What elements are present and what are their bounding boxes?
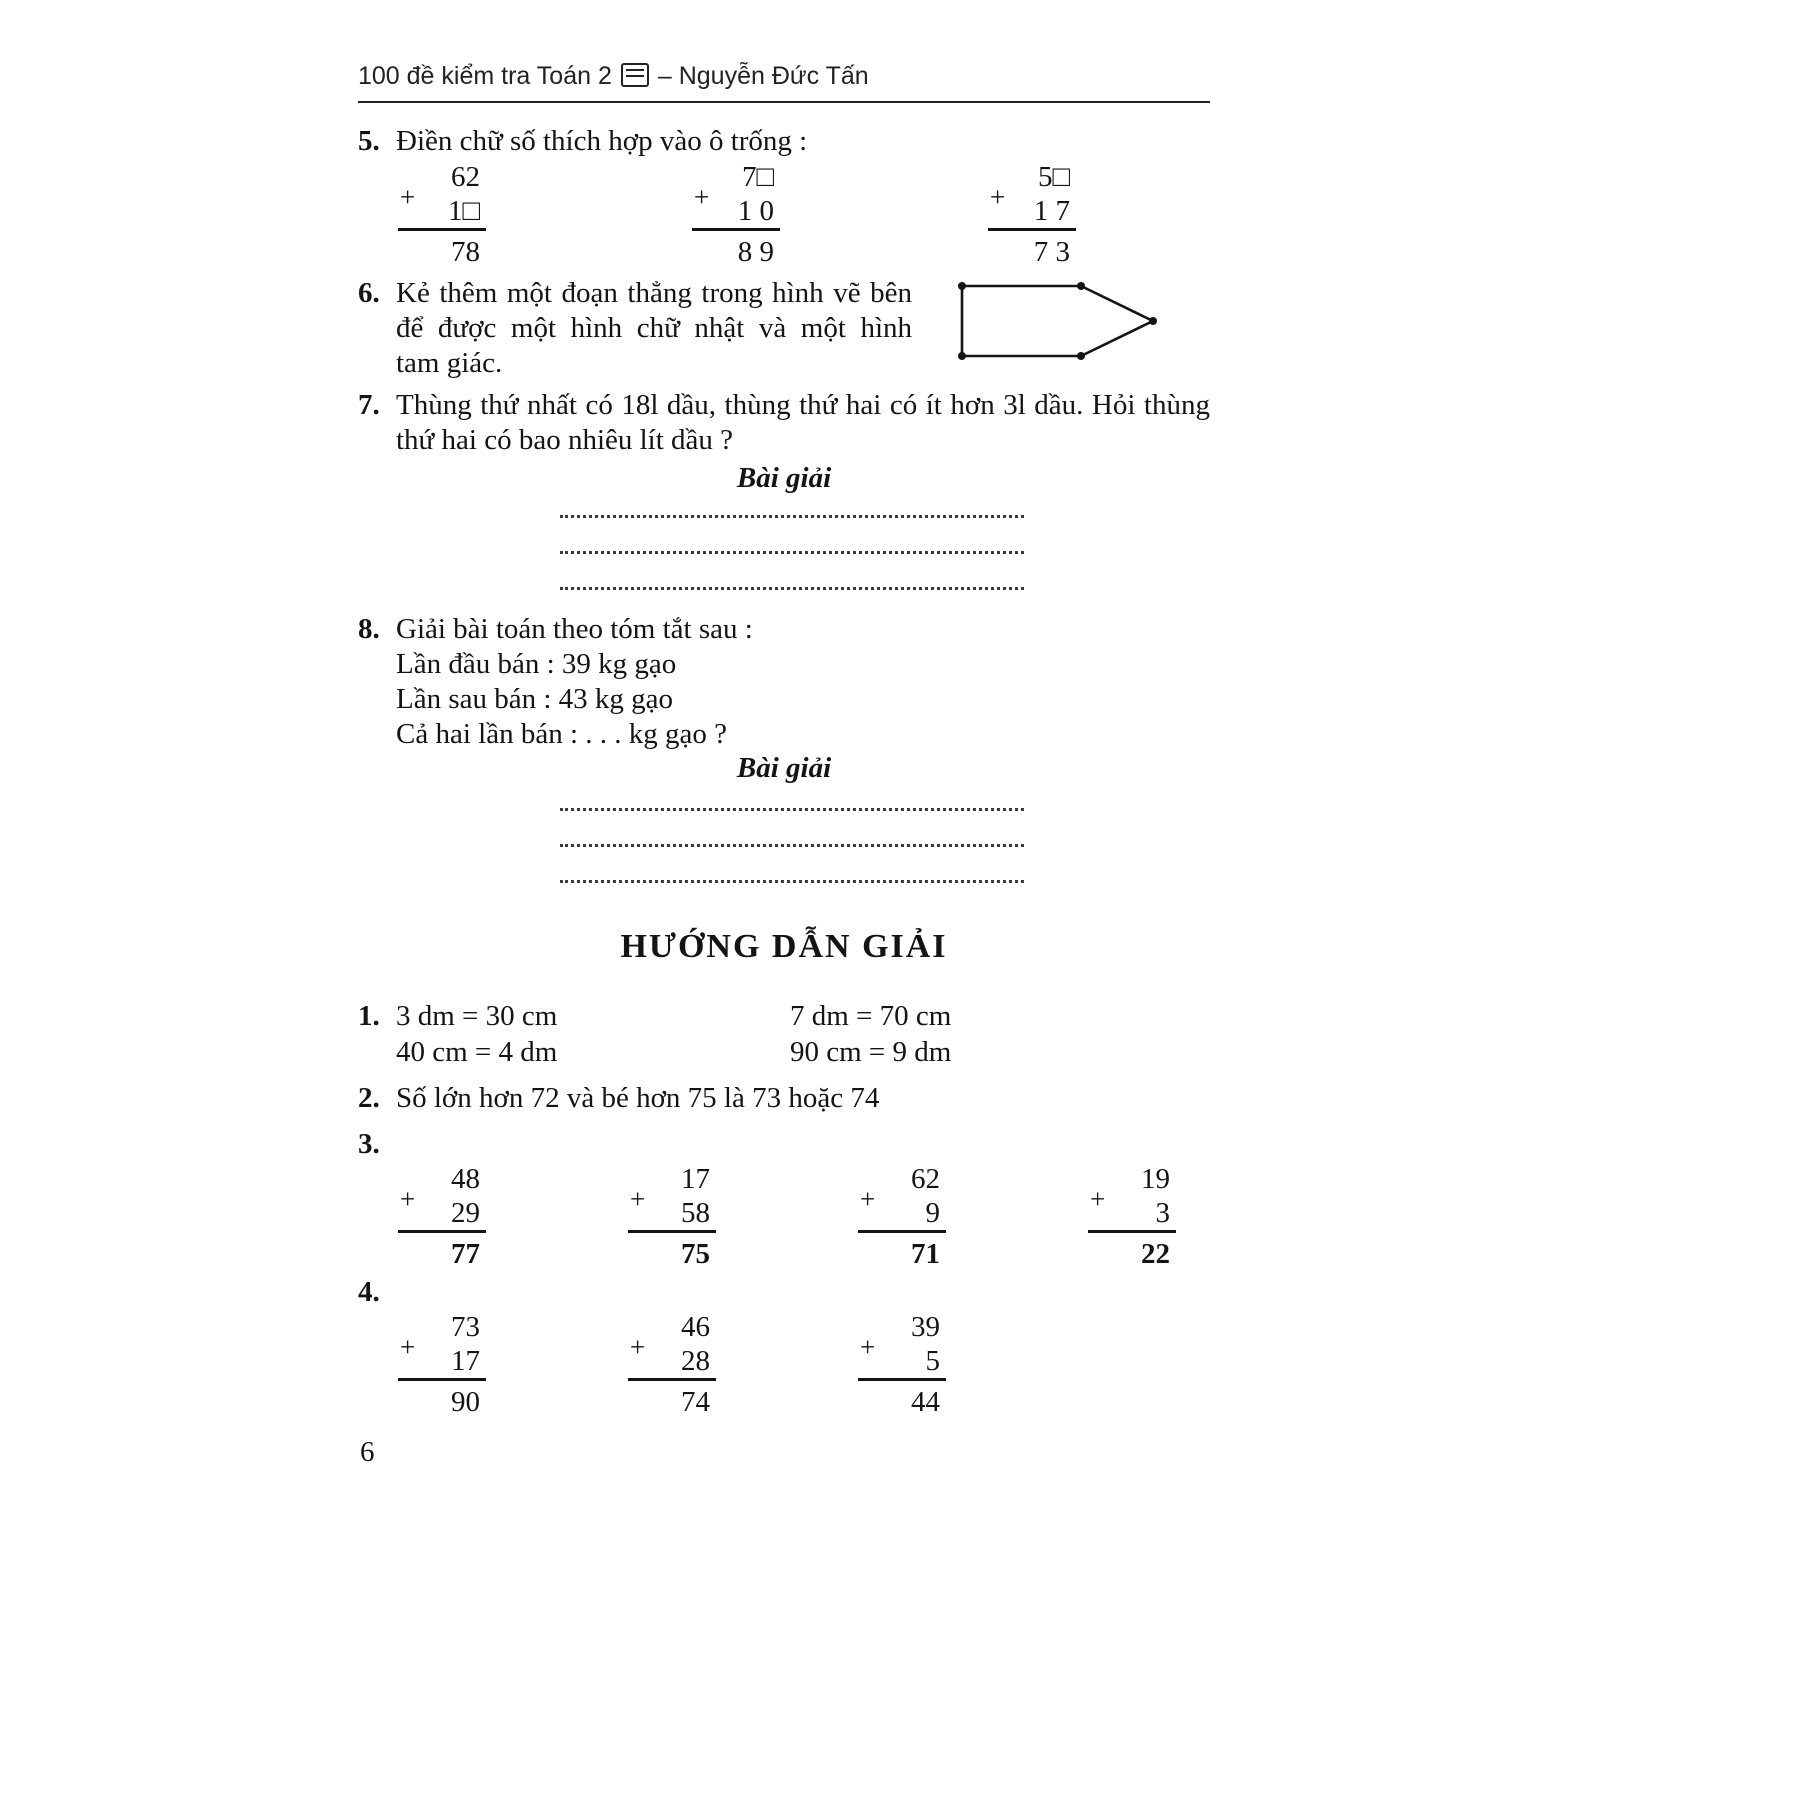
solution-4-additions: [358, 1310, 1210, 1422]
addend-bottom-row: [1088, 1184, 1176, 1233]
addition-problem: [398, 1310, 486, 1419]
header-author: – Nguyễn Đức Tấn: [657, 62, 869, 90]
solution-4-number: 4.: [358, 1276, 380, 1308]
header-rule: [358, 101, 1210, 103]
addend-bottom: 29: [451, 1197, 480, 1229]
addend-bottom-row: [398, 1332, 486, 1381]
conversion-left: 3 dm = 30 cm: [396, 1000, 558, 1032]
answer-dotted-line: [560, 575, 1024, 590]
question-7-line: thứ hai có bao nhiêu lít dầu ?: [396, 424, 734, 456]
answer-dotted-line: [560, 539, 1024, 554]
addend-bottom: 1 0: [737, 195, 774, 227]
addition-problem: [1088, 1162, 1176, 1271]
book-icon: [621, 63, 649, 87]
addend-bottom-row: [628, 1184, 716, 1233]
question-5-additions: [358, 160, 1210, 272]
question-7-line: Thùng thứ nhất có 18l dầu, thùng thứ hai có ít hơn 3l dầu. Hỏi thùng: [396, 389, 1210, 421]
solution-4-row: [358, 1276, 1210, 1312]
question-5: [358, 124, 1210, 159]
addend-top: 7□: [741, 161, 774, 193]
addend-top: 39: [911, 1311, 940, 1343]
addend-bottom: 5: [925, 1345, 940, 1377]
addend-bottom-row: [398, 182, 486, 231]
addend-bottom: 3: [1155, 1197, 1170, 1229]
addend-bottom: 17: [451, 1345, 480, 1377]
plus-sign: +: [400, 1184, 416, 1214]
addend-top: 46: [681, 1311, 710, 1343]
solution-1-row: [358, 1000, 1210, 1036]
addition-problem: [628, 1310, 716, 1419]
pentagon-figure: [958, 282, 1158, 360]
addend-bottom-row: [858, 1184, 946, 1233]
sum-result: 78: [451, 236, 480, 268]
answer-dotted-line: [560, 832, 1024, 847]
sum-result: 74: [681, 1386, 710, 1418]
conversion-right: 90 cm = 9 dm: [790, 1036, 952, 1068]
solution-1-number: 1.: [358, 1000, 380, 1032]
addition-problem: [858, 1162, 946, 1271]
addition-problem: [988, 160, 1076, 269]
addend-bottom-row: [858, 1332, 946, 1381]
solution-1-row: [358, 1036, 1210, 1072]
question-6-line: tam giác.: [396, 347, 503, 379]
addend-top: 62: [911, 1163, 940, 1195]
question-8-summary-line: Cả hai lần bán : . . . kg gạo ?: [396, 718, 727, 750]
conversion-right: 7 dm = 70 cm: [790, 1000, 952, 1032]
plus-sign: +: [860, 1332, 876, 1362]
plus-sign: +: [1090, 1184, 1106, 1214]
answer-dotted-line: [560, 503, 1024, 518]
question-8-summary-line: Lần đầu bán : 39 kg gạo: [396, 648, 677, 680]
addend-bottom: 28: [681, 1345, 710, 1377]
page-header: [358, 62, 1210, 91]
question-8: [358, 612, 1210, 752]
solution-2-text: Số lớn hơn 72 và bé hơn 75 là 73 hoặc 74: [396, 1082, 880, 1114]
sum-result: 7 3: [1033, 236, 1070, 268]
addend-top: 48: [451, 1163, 480, 1195]
addend-bottom: 58: [681, 1197, 710, 1229]
solutions-section-title: HƯỚNG DẪN GIẢI: [620, 928, 948, 965]
addition-problem: [398, 160, 486, 269]
solution-3-additions: [358, 1162, 1210, 1274]
solution-heading: Bài giải: [736, 752, 832, 784]
sum-result: 22: [1141, 1238, 1170, 1270]
answer-dotted-line: [560, 796, 1024, 811]
addend-bottom: 9: [925, 1197, 940, 1229]
question-6-number: 6.: [358, 277, 380, 309]
addend-top: 5□: [1037, 161, 1070, 193]
sum-result: 75: [681, 1238, 710, 1270]
question-6-line: Kẻ thêm một đoạn thẳng trong hình vẽ bên: [396, 277, 912, 309]
addend-top: 73: [451, 1311, 480, 1343]
sum-result: 8 9: [737, 236, 774, 268]
solution-2-row: [358, 1082, 1210, 1118]
solution-heading: Bài giải: [736, 462, 832, 494]
plus-sign: +: [860, 1184, 876, 1214]
question-7: [358, 388, 1210, 458]
addend-bottom-row: [692, 182, 780, 231]
addend-bottom-row: [988, 182, 1076, 231]
plus-sign: +: [990, 182, 1006, 212]
plus-sign: +: [694, 182, 710, 212]
question-8-number: 8.: [358, 613, 380, 645]
answer-dotted-line: [560, 868, 1024, 883]
addend-bottom-row: [398, 1184, 486, 1233]
question-8-text: Giải bài toán theo tóm tắt sau :: [396, 613, 753, 645]
addend-bottom: 1□: [447, 195, 480, 227]
plus-sign: +: [630, 1332, 646, 1362]
conversion-left: 40 cm = 4 dm: [396, 1036, 558, 1068]
addition-problem: [628, 1162, 716, 1271]
question-6: [358, 276, 1210, 381]
plus-sign: +: [400, 1332, 416, 1362]
sum-result: 44: [911, 1386, 940, 1418]
plus-sign: +: [400, 182, 416, 212]
page-content: [358, 0, 1210, 1801]
addend-bottom-row: [628, 1332, 716, 1381]
plus-sign: +: [630, 1184, 646, 1214]
question-5-text: Điền chữ số thích hợp vào ô trống :: [396, 125, 808, 157]
question-8-summary-line: Lần sau bán : 43 kg gạo: [396, 683, 674, 715]
solution-3-row: [358, 1128, 1210, 1164]
solution-2-number: 2.: [358, 1082, 380, 1114]
addition-problem: [692, 160, 780, 269]
addend-bottom: 1 7: [1033, 195, 1070, 227]
header-title: 100 đề kiểm tra Toán 2: [358, 62, 612, 90]
addition-problem: [398, 1162, 486, 1271]
addend-top: 17: [681, 1163, 710, 1195]
addend-top: 62: [451, 161, 480, 193]
page-number: 6: [360, 1436, 375, 1468]
solution-3-number: 3.: [358, 1128, 380, 1160]
sum-result: 90: [451, 1386, 480, 1418]
question-6-line: để được một hình chữ nhật và một hình: [396, 312, 912, 344]
sum-result: 77: [451, 1238, 480, 1270]
addition-problem: [858, 1310, 946, 1419]
sum-result: 71: [911, 1238, 940, 1270]
question-7-number: 7.: [358, 389, 380, 421]
addend-top: 19: [1141, 1163, 1170, 1195]
question-5-number: 5.: [358, 125, 380, 157]
